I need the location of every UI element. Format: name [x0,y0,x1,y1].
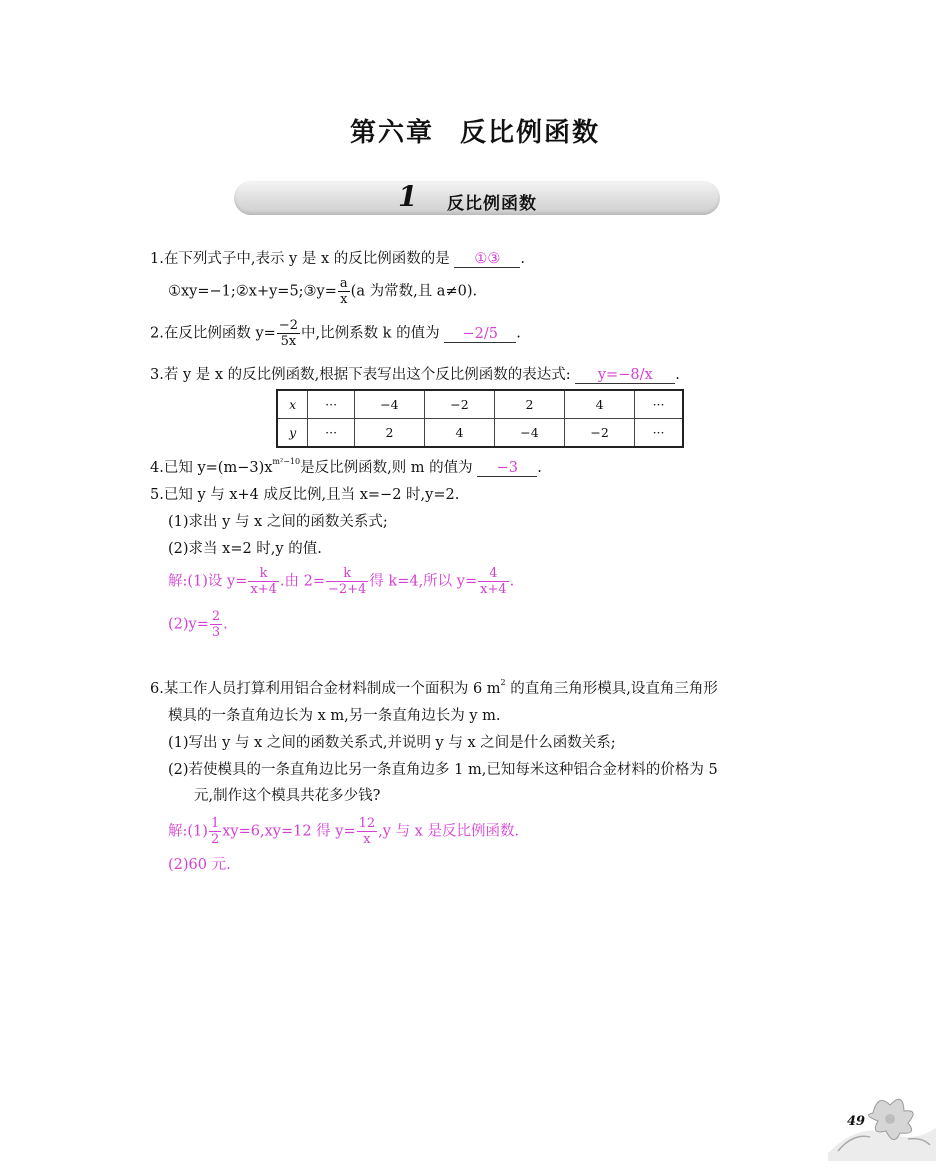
question-6: 6.某工作人员打算利用铝合金材料制成一个面积为 6 $m^2$ 的直角三角形模具,设直角三角形 [150,678,718,697]
exponent: m²−10 [272,457,301,466]
fraction: $\frac{a}{x}$ [339,276,348,307]
question-6-line-2: 模具的一条直角边长为 x m,另一条直角边长为 y m. [168,708,501,724]
solution-6-part-1: 解:(1) $\frac{1}{2}$ xy=6,xy=12 得 y= $\frac{12}{x}$ ,y 与 x 是反比例函数. [168,816,520,847]
question-4: 4.已知 $y=(m-3)x^{m^2-10}$是反比例函数,则 m 的值为 −3 . [150,457,542,476]
table-cell: 4 [424,419,494,448]
answer-blank-2: −2/5 [444,326,516,343]
table-cell: y [277,419,308,448]
answer-blank-4: −3 [477,460,537,477]
question-2: 2.在反比例函数 y= $\frac{-2}{5x}$ 中,比例系数 k 的值为 −2/5 . [150,318,521,349]
table-cell: ··· [308,390,355,419]
table-cell: 4 [565,390,635,419]
table-cell: ··· [635,390,683,419]
fraction: $\frac{-2}{5x}$ [278,318,298,349]
chapter-number: 第六章 [349,118,434,148]
value-table [276,389,684,448]
table-row [277,390,683,419]
question-1-options: ①xy=−1;②x+y=5;③y= $\frac{a}{x}$ (a 为常数,且 a≠0). [168,276,478,307]
solution-5-part-1: 解:(1)设 y= $\frac{k}{x+4}$ .由 2= $\frac{k}{-2+4}$ 得 k=4,所以 y= $\frac{4}{x+4}$ . [168,566,515,597]
section-title: 反比例函数 [447,194,537,214]
question-5-part-2: (2)求当 x=2 时,y 的值. [168,541,322,557]
table-cell: x [277,390,308,419]
table-cell: −2 [565,419,635,448]
section-number: 1 [398,180,418,213]
table-cell: 2 [354,419,424,448]
question-6-part-2: (2)若使模具的一条直角边比另一条直角边多 1 m,已知每米这种铝合金材料的价格为 5 [168,762,718,778]
question-3: 3.若 y 是 x 的反比例函数,根据下表写出这个反比例函数的表达式: y=−8/x . [150,367,680,383]
answer-blank-1: ①③ [454,251,520,268]
question-1: 1.在下列式子中,表示 y 是 x 的反比例函数的是 ①③ . [150,251,525,267]
table-cell: −4 [354,390,424,419]
table-cell: −4 [495,419,565,448]
question-5-part-1: (1)求出 y 与 x 之间的函数关系式; [168,514,388,530]
table-cell: ··· [308,419,355,448]
solution-6-part-2: (2)60 元. [168,857,231,873]
question-6-part-2-cont: 元,制作这个模具共花多少钱? [194,788,381,804]
flower-ornament-icon [818,1083,940,1163]
table-row [277,419,683,448]
question-5: 5.已知 y 与 x+4 成反比例,且当 x=−2 时,y=2. [150,487,460,503]
question-6-part-1: (1)写出 y 与 x 之间的函数关系式,并说明 y 与 x 之间是什么函数关系; [168,735,616,751]
table-cell: 2 [495,390,565,419]
answer-blank-3: y=−8/x [575,367,675,384]
chapter-name: 反比例函数 [460,118,601,148]
table-cell: −2 [424,390,494,419]
chapter-title [0,112,950,149]
page-number: 49 [847,1114,866,1129]
solution-5-part-2: (2)y= $\frac{2}{3}$ . [168,609,228,640]
table-cell: ··· [635,419,683,448]
